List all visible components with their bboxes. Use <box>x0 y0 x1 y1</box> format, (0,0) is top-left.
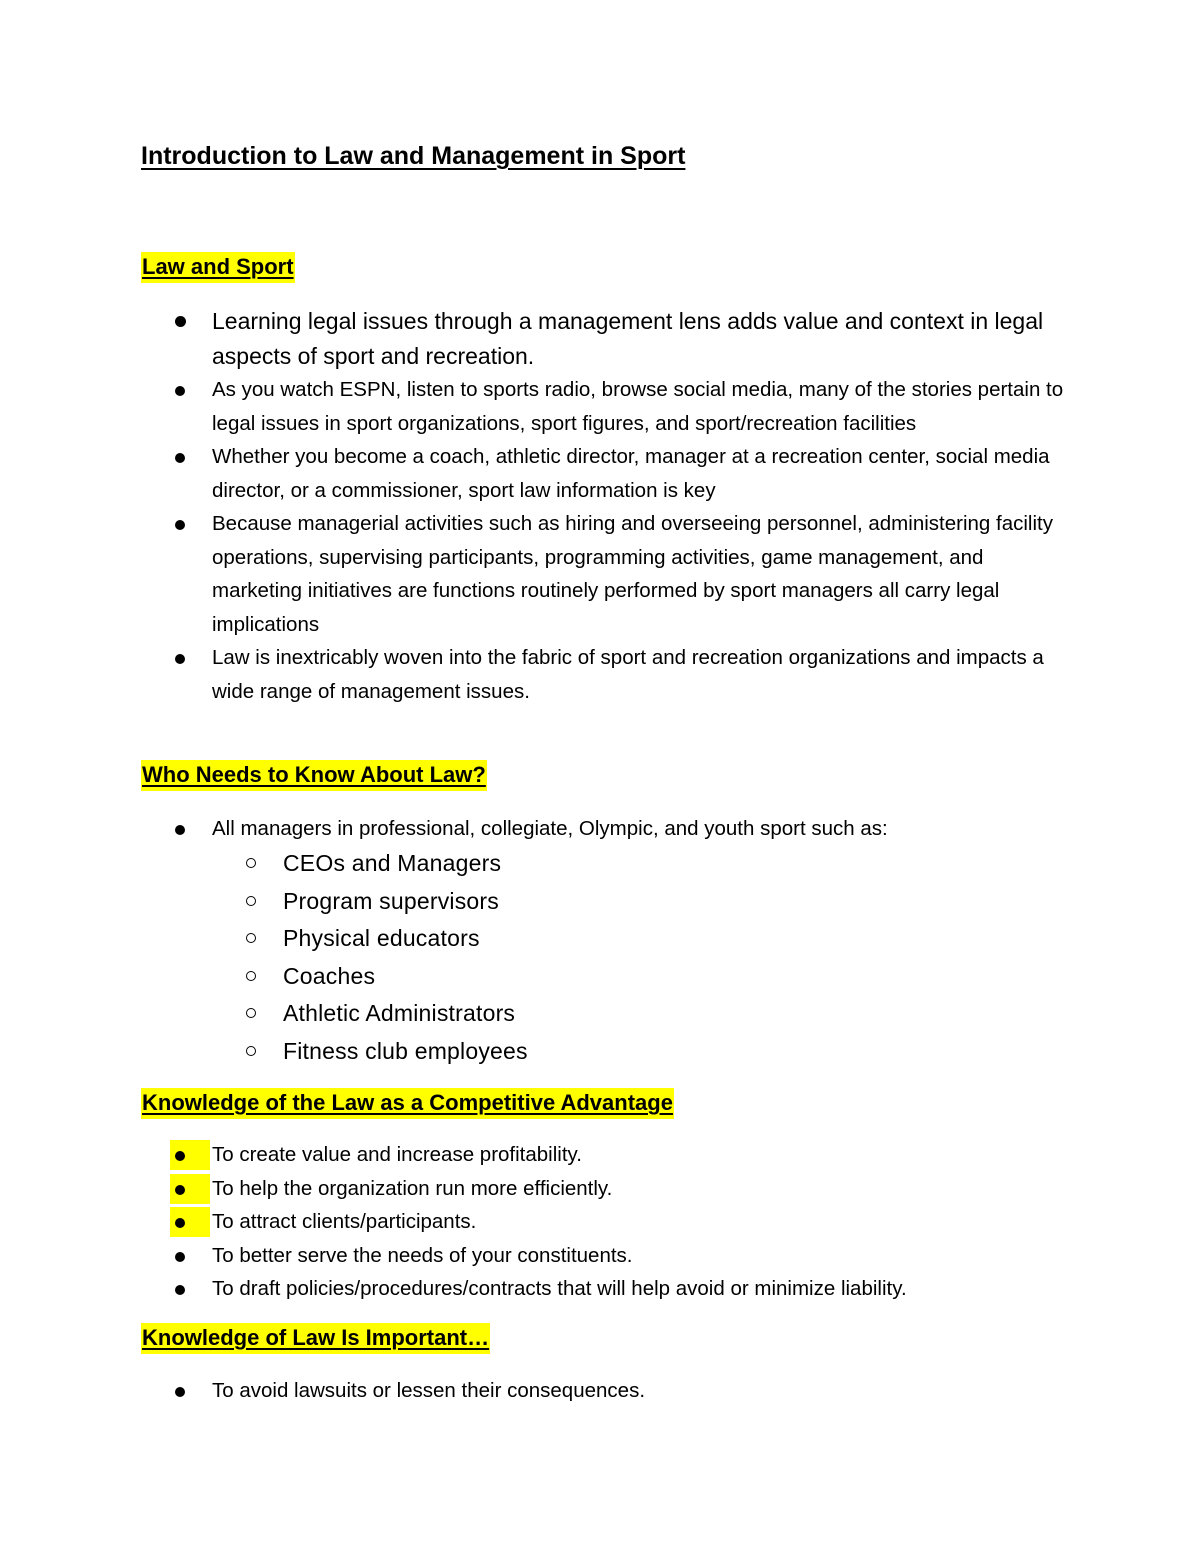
sub-list-item-text: Physical educators <box>283 925 480 952</box>
circle-bullet-icon <box>246 971 256 981</box>
competitive-advantage-list <box>0 1138 1200 1306</box>
sub-list-item-text: CEOs and Managers <box>283 850 502 876</box>
list-item-text: Learning legal issues through a management lens adds value and context in legal aspects of sport and recreation. <box>212 308 1044 369</box>
circle-bullet-icon <box>246 858 256 868</box>
list-item <box>0 1138 1200 1172</box>
circle-bullet-icon <box>246 1046 256 1056</box>
sub-list-item-text: Fitness club employees <box>283 1037 528 1064</box>
list-item <box>0 1172 1200 1206</box>
list-item-text: To draft policies/procedures/contracts that will help avoid or minimize liability. <box>212 1277 907 1300</box>
bullet-icon <box>175 316 186 327</box>
list-item-text: Whether you become a coach, athletic director, manager at a recreation center, social media director, or a commissioner, sport law information is key <box>212 445 1050 502</box>
list-item-text: All managers in professional, collegiate, Olympic, and youth sport such as: <box>212 817 888 840</box>
heading-text: Who Needs to Know About Law? <box>141 760 487 791</box>
list-item <box>0 1239 1200 1273</box>
circle-bullet-icon <box>246 896 256 906</box>
sub-list-item <box>0 920 1200 958</box>
section-heading-law-and-sport <box>141 254 295 280</box>
sub-list-item <box>0 958 1200 996</box>
list-item <box>0 641 1200 708</box>
sub-list-item <box>0 883 1200 921</box>
circle-bullet-icon <box>246 1008 256 1018</box>
bullet-icon <box>175 654 185 664</box>
list-item <box>0 1374 1200 1408</box>
heading-text: Knowledge of Law Is Important… <box>141 1323 490 1354</box>
document-title: Introduction to Law and Management in Sport <box>141 142 686 170</box>
list-item <box>0 507 1200 641</box>
circle-bullet-icon <box>246 933 256 943</box>
section-heading-competitive-advantage <box>141 1090 674 1116</box>
bullet-icon <box>175 453 185 463</box>
sub-list-item-text: Athletic Administrators <box>283 1000 516 1027</box>
list-item-text: Law is inextricably woven into the fabric of sport and recreation organizations and impacts a wide range of management issues. <box>212 646 1044 703</box>
law-and-sport-list <box>0 304 1200 708</box>
list-item <box>0 304 1200 373</box>
sub-list-item-text: Program supervisors <box>283 887 499 914</box>
list-item-text: To help the organization run more efficiently. <box>212 1176 613 1200</box>
bullet-icon <box>175 386 185 396</box>
list-item-text: To create value and increase profitability. <box>212 1143 582 1166</box>
bullet-icon <box>175 1387 185 1397</box>
section-heading-who-needs-to-know <box>141 762 487 788</box>
list-item <box>0 440 1200 507</box>
list-item <box>0 1205 1200 1239</box>
bullet-icon <box>175 1218 185 1228</box>
list-item-text: As you watch ESPN, listen to sports radio, browse social media, many of the stories pertain to legal issues in sport organizations, sport figures, and sport/recreation facilities <box>212 378 1064 435</box>
list-item-text: To better serve the needs of your constituents. <box>212 1243 633 1267</box>
heading-text: Knowledge of the Law as a Competitive Advantage <box>141 1088 674 1119</box>
bullet-icon <box>175 1151 185 1161</box>
list-item <box>0 812 1200 846</box>
sub-list-item <box>0 1033 1200 1071</box>
list-item <box>0 1272 1200 1306</box>
list-item-text: Because managerial activities such as hiring and overseeing personnel, administering facility operations, supervising participants, programming activities, game management, and marketing initiatives are functions routinely performed by sport managers all carry legal implications <box>212 512 1053 636</box>
bullet-icon <box>175 1252 185 1262</box>
list-item-text: To avoid lawsuits or lessen their consequences. <box>212 1379 646 1402</box>
who-needs-list <box>0 812 1200 846</box>
sub-list-item <box>0 995 1200 1033</box>
list-item-text: To attract clients/participants. <box>212 1210 477 1233</box>
sub-list-item <box>0 845 1200 883</box>
bullet-icon <box>175 825 185 835</box>
list-item <box>0 373 1200 440</box>
bullet-icon <box>175 1185 185 1195</box>
heading-text: Law and Sport <box>141 252 295 283</box>
bullet-icon <box>175 1285 185 1295</box>
bullet-icon <box>175 520 185 530</box>
section-heading-law-is-important <box>141 1325 490 1351</box>
sub-list-item-text: Coaches <box>283 962 376 989</box>
law-is-important-list <box>0 1374 1200 1408</box>
roles-sub-list <box>0 845 1200 1071</box>
